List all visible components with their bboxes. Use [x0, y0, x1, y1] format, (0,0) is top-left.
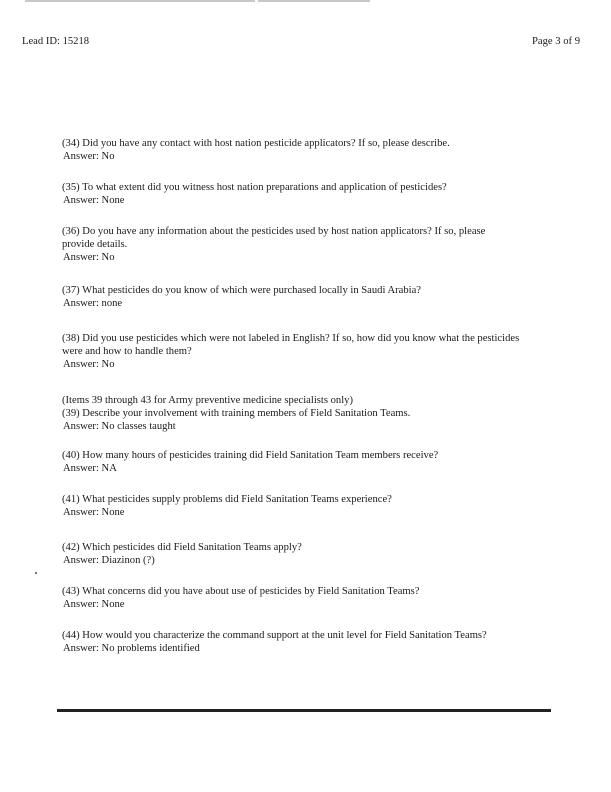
- question-44: [62, 629, 532, 655]
- question-41: [62, 493, 532, 519]
- question-text: (43) What concerns did you have about use of pesticides by Field Sanitation Teams?: [62, 586, 420, 597]
- question-text: (42) Which pesticides did Field Sanitation Teams apply?: [62, 542, 302, 553]
- question-text: (41) What pesticides supply problems did Field Sanitation Teams experience?: [62, 494, 392, 505]
- answer-text: Answer: No problems identified: [63, 643, 200, 654]
- question-text: (35) To what extent did you witness host nation preparations and application of pesticides?: [62, 182, 447, 193]
- question-38: [62, 332, 530, 371]
- answer-text: Answer: No: [63, 359, 115, 370]
- answer-text: Answer: None: [63, 195, 125, 206]
- question-37: [62, 284, 532, 310]
- question-text: (36) Do you have any information about the pesticides used by host nation applicators? If so, please provide details.: [62, 226, 486, 250]
- question-36: [62, 225, 510, 264]
- answer-text: Answer: No classes taught: [63, 421, 176, 432]
- scan-edge-bar: [258, 0, 370, 2]
- question-39: [62, 394, 532, 433]
- scan-speck: [35, 572, 37, 574]
- scan-edge-bar: [25, 0, 255, 2]
- question-43: [62, 585, 532, 611]
- answer-text: Answer: None: [63, 507, 125, 518]
- answer-text: Answer: NA: [63, 463, 117, 474]
- question-35: [62, 181, 532, 207]
- question-text: (44) How would you characterize the command support at the unit level for Field Sanitation Teams?: [62, 630, 487, 641]
- answer-text: Answer: None: [63, 599, 125, 610]
- question-text: (39) Describe your involvement with training members of Field Sanitation Teams.: [62, 408, 411, 419]
- answer-text: Answer: No: [63, 252, 115, 263]
- question-40: [62, 449, 532, 475]
- question-text: (38) Did you use pesticides which were not labeled in English? If so, how did you know what the pesticides were and how to handle them?: [62, 333, 520, 357]
- answer-text: Answer: none: [63, 298, 123, 309]
- question-text: (40) How many hours of pesticides training did Field Sanitation Team members receive?: [62, 450, 439, 461]
- question-text: (34) Did you have any contact with host nation pesticide applicators? If so, please describe.: [62, 138, 450, 149]
- footer-rule: [57, 709, 551, 712]
- page-number: Page 3 of 9: [532, 36, 580, 47]
- answer-text: Answer: Diazinon (?): [63, 555, 155, 566]
- question-text: (37) What pesticides do you know of which were purchased locally in Saudi Arabia?: [62, 285, 422, 296]
- question-42: [62, 541, 532, 567]
- section-note: (Items 39 through 43 for Army preventive medicine specialists only): [62, 395, 353, 406]
- lead-id: Lead ID: 15218: [22, 36, 90, 47]
- question-34: [62, 137, 532, 163]
- answer-text: Answer: No: [63, 151, 115, 162]
